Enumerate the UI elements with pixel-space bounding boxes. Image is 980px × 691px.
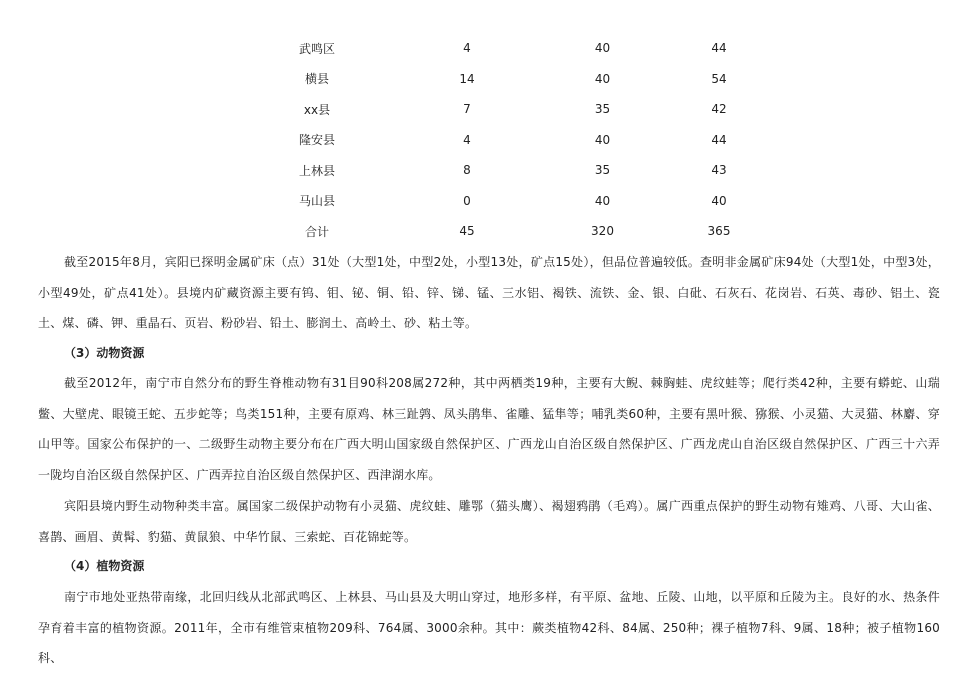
table-cell: 4 xyxy=(463,41,471,56)
table-cell: 35 xyxy=(594,163,611,178)
table-cell: xx县 xyxy=(303,102,331,117)
table-cell: 320 xyxy=(591,224,614,239)
table-row xyxy=(242,94,775,125)
plants-paragraph: 南宁市地处亚热带南缘，北回归线从北部武鸣区、上林县、马山县及大明山穿过，地形多样，有平原、盆地、丘陵、山地，以平原和丘陵为主。良好的水、热条件孕育着丰富的植物资源。2011年，全市有维管束植物209科、764属、3000余种。其中：蕨类植物42科、84属、250种；裸子植物7科、9属、18种；被子植物160科、 xyxy=(38,590,940,665)
table-cell: 43 xyxy=(711,163,727,178)
table-row xyxy=(242,155,775,186)
table-body xyxy=(242,33,775,247)
table-cell: 45 xyxy=(459,224,475,239)
table-cell: 40 xyxy=(594,41,611,56)
table-cell: 武鸣区 xyxy=(298,41,335,56)
plant-resources-heading: （4）植物资源 xyxy=(64,559,145,573)
animals-nanning-paragraph: 截至2012年，南宁市自然分布的野生脊椎动物有31目90科208属272种，其中两栖类19种，主要有大鲵、棘胸蛙、虎纹蛙等；爬行类42种，主要有蟒蛇、山瑞鳖、大壁虎、眼镜王蛇、五步蛇等；鸟类151种，主要有原鸡、林三趾鹑、凤头鹃隼、雀雕、猛隼等；哺乳类60种，主要有黑叶猴、猕猴、小灵猫、大灵猫、林麝、穿山甲等。国家公布保护的一、二级野生动物主要分布在广西大明山国家级自然保护区、广西龙山自治区级自然保护区、广西龙虎山自治区级自然保护区、广西三十六弄一陇均自治区级自然保护区、广西弄拉自治区级自然保护区、西津湖水库。 xyxy=(38,376,940,482)
table-cell: 365 xyxy=(707,224,731,239)
table-row xyxy=(242,64,775,95)
table-cell: 14 xyxy=(459,71,475,86)
table-cell: 42 xyxy=(711,102,727,117)
table-cell: 8 xyxy=(463,163,471,178)
county-count-table xyxy=(242,33,775,247)
table-cell: 44 xyxy=(711,132,727,147)
minerals-paragraph: 截至2015年8月，宾阳已探明金属矿床（点）31处（大型1处，中型2处，小型13处，矿点15处），但品位普遍较低。查明非金属矿床94处（大型1处，中型3处，小型49处，矿点41处）。县境内矿藏资源主要有钨、钼、铋、铜、铅、锌、锑、锰、三水铝、褐铁、流铁、金、银、白砒、石灰石、花岗岩、石英、毒砂、铝土、瓷土、煤、磷、钾、重晶石、页岩、粉砂岩、铅土、膨润土、高岭土、砂、粘土等。 xyxy=(38,255,940,330)
table-cell: 40 xyxy=(594,132,611,147)
animals-binyang-paragraph: 宾阳县境内野生动物种类丰富。属国家二级保护动物有小灵猫、虎纹蛙、雕鄂（猫头鹰）、褐翅鸦鹃（毛鸡）。属广西重点保护的野生动物有雉鸡、八哥、大山雀、喜鹊、画眉、黄髯、豹猫、黄鼠狼、中华竹鼠、三索蛇、百花锦蛇等。 xyxy=(38,499,940,544)
table-row xyxy=(242,33,775,64)
table-cell: 上林县 xyxy=(298,163,335,178)
table-cell: 54 xyxy=(711,71,727,86)
table-cell: 隆安县 xyxy=(298,133,335,148)
animal-resources-heading: （3）动物资源 xyxy=(64,346,145,360)
table-cell: 7 xyxy=(463,102,471,117)
table-cell: 40 xyxy=(594,71,611,86)
table-cell: 40 xyxy=(711,193,727,208)
table-cell: 40 xyxy=(594,193,611,208)
table-cell: 横县 xyxy=(304,72,329,87)
table-cell: 0 xyxy=(463,193,471,208)
table-cell: 马山县 xyxy=(298,194,335,209)
table-cell: 4 xyxy=(463,132,471,147)
table-row xyxy=(242,186,775,217)
table-cell: 35 xyxy=(594,102,611,117)
table-row xyxy=(242,125,775,156)
table-cell: 合计 xyxy=(304,224,329,239)
table-row xyxy=(242,216,775,247)
table-cell: 44 xyxy=(711,41,727,56)
